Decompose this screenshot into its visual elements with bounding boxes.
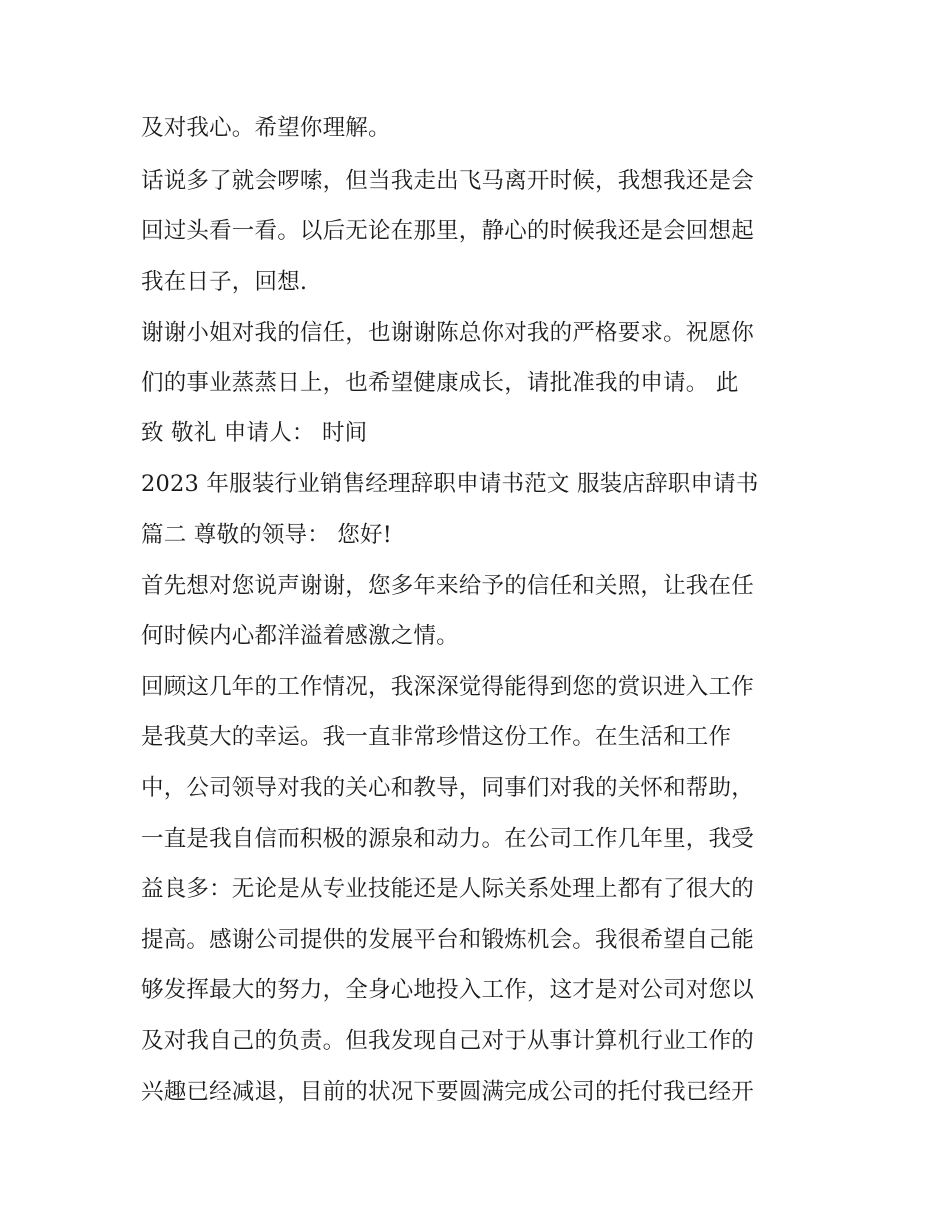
text-line: 回顾这几年的工作情况，我深深觉得能得到您的赏识进入工作 [141,674,754,700]
text-line: 中，公司领导对我的关心和教导，同事们对我的关怀和帮助， [141,775,754,801]
text-line: 2023 年服装行业销售经理辞职申请书范文 服装店辞职申请书 [141,471,759,497]
text-line: 兴趣已经减退，目前的状况下要圆满完成公司的托付我已经开 [141,1079,754,1105]
text-line: 回过头看一看。以后无论在那里，静心的时候我还是会回想起 [141,218,754,244]
text-line: 是我莫大的幸运。我一直非常珍惜这份工作。在生活和工作 [141,724,732,750]
text-line: 益良多：无论是从专业技能还是人际关系处理上都有了很大的 [141,876,754,902]
text-line: 我在日子，回想. [141,269,308,295]
text-line: 提高。感谢公司提供的发展平台和锻炼机会。我很希望自己能 [141,927,754,953]
text-line: 致 敬礼 申请人： 时间 [141,420,368,446]
text-line: 及对我自己的负责。但我发现自己对于从事计算机行业工作的 [141,1028,754,1054]
text-line: 首先想对您说声谢谢，您多年来给予的信任和关照，让我在任 [141,573,754,599]
text-line: 一直是我自信而积极的源泉和动力。在公司工作几年里，我受 [141,826,754,852]
text-line: 及对我心。希望你理解。 [141,115,391,141]
text-line: 们的事业蒸蒸日上，也希望健康成长，请批准我的申请。 此 [141,370,739,396]
text-line: 篇二 尊敬的领导： 您好! [141,522,392,548]
text-line: 何时候内心都洋溢着感激之情。 [141,623,459,649]
text-line: 话说多了就会啰嗦，但当我走出飞马离开时候，我想我还是会 [141,168,754,194]
text-line: 够发挥最大的努力，全身心地投入工作，这才是对公司对您以 [141,977,754,1003]
text-line: 谢谢小姐对我的信任，也谢谢陈总你对我的严格要求。祝愿你 [141,320,754,346]
